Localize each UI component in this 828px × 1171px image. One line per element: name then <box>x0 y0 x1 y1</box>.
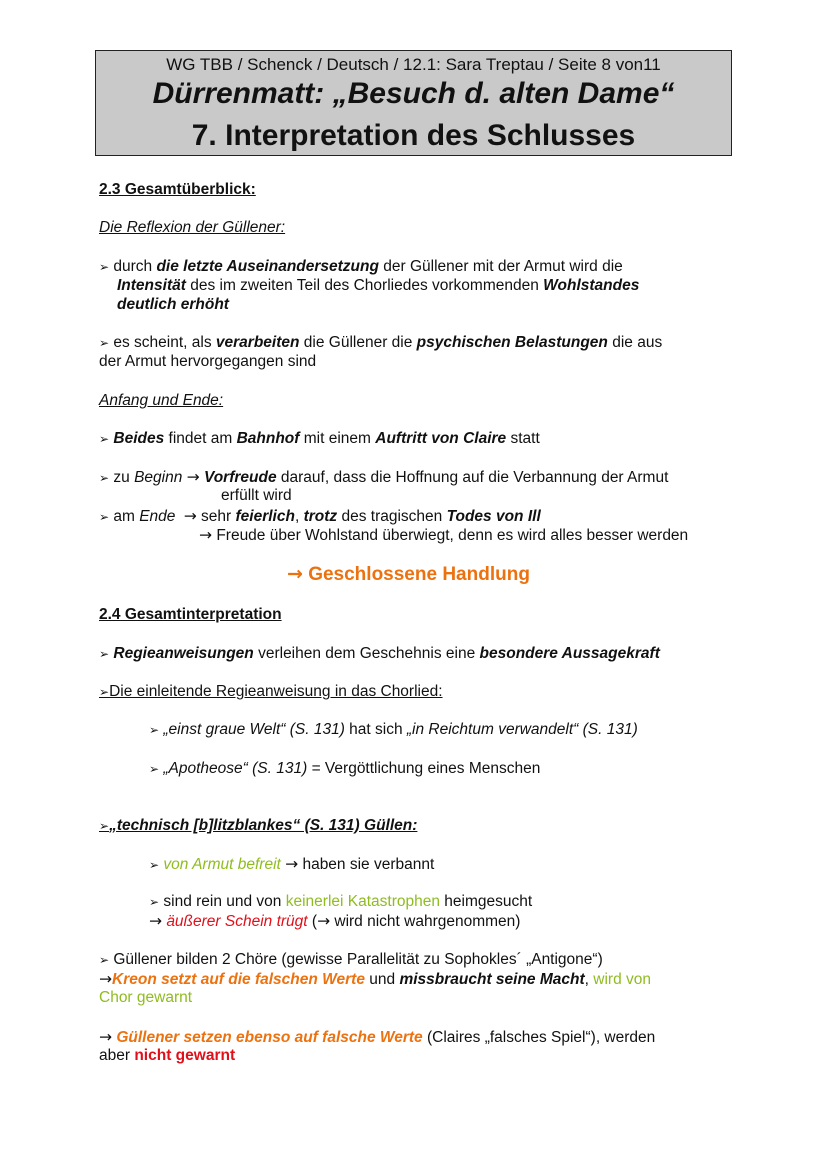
sub-bullet-graue-welt <box>149 721 638 739</box>
emphasis: Regieanweisungen <box>113 645 254 662</box>
bullet-anfang-1 <box>99 430 540 448</box>
text: wird nicht wahrgenommen) <box>330 913 521 930</box>
arrow-right-icon: → <box>317 912 331 930</box>
arrow-right-icon: → <box>186 468 200 486</box>
subheading-reflexion: Die Reflexion der Güllener: <box>99 219 286 236</box>
text: , <box>584 971 594 988</box>
emphasis: Todes von Ill <box>446 508 541 525</box>
emphasis: Beides <box>113 430 165 447</box>
header-box <box>95 50 732 156</box>
bullet-icon: ➢ <box>99 510 110 524</box>
sub-bullet-rein <box>149 893 532 911</box>
bullet-icon: ➢ <box>149 858 160 872</box>
arrow-right-icon: → <box>285 855 299 873</box>
section-heading-2-3: 2.3 Gesamtüberblick: <box>99 181 256 198</box>
orange-text: Güllener setzen ebenso auf falsche Werte <box>116 1029 423 1046</box>
subheading-anfang-ende: Anfang und Ende: <box>99 392 224 409</box>
bullet-icon: ➢ <box>99 260 110 274</box>
bullet-anfang-3 <box>99 507 541 526</box>
bullet-icon: ➢ <box>99 685 110 699</box>
document-subtitle: 7. Interpretation des Schlusses <box>191 119 636 152</box>
orange-text: Kreon setzt auf die falschen Werte <box>112 971 365 988</box>
text: heimgesucht <box>439 893 533 910</box>
bullet-icon: ➢ <box>149 895 160 909</box>
text: darauf, dass die Hoffnung auf die Verbannung der Armut <box>276 469 669 486</box>
text: = Vergöttlichung eines Menschen <box>307 760 541 777</box>
text: Güllener bilden 2 Chöre (gewisse Parallelität zu Sophokles´ „Antigone“) <box>113 951 603 968</box>
bullet-icon: ➢ <box>99 432 110 446</box>
arrow-right-icon: → <box>183 507 197 525</box>
text: am <box>113 508 140 525</box>
bullet-anfang-2-line2: erfüllt wird <box>221 487 292 504</box>
document-title: Dürrenmatt: „Besuch d. alten Dame“ <box>152 77 675 110</box>
arrow-right-icon: → <box>199 526 212 544</box>
conclusion-text: Geschlossene Handlung <box>308 564 530 585</box>
bullet-interpretation-4-line3: Chor gewarnt <box>99 989 193 1006</box>
text: es scheint, als <box>113 334 216 351</box>
text: ( <box>307 913 318 930</box>
bullet-anfang-2 <box>99 468 668 487</box>
bullet-icon: ➢ <box>149 762 160 776</box>
emphasis: verarbeiten <box>215 334 300 351</box>
emphasis: feierlich <box>235 508 295 525</box>
bullet-icon: ➢ <box>99 647 110 661</box>
text: haben sie verbannt <box>298 856 435 873</box>
bullet-interpretation-5 <box>99 1028 655 1047</box>
bullet-icon: ➢ <box>99 953 110 967</box>
emphasis: Intensität <box>117 277 186 294</box>
emphasis: Vorfreude <box>203 469 277 486</box>
bullet-reflexion-1 <box>99 258 623 276</box>
emphasis: trotz <box>303 508 338 525</box>
text: sind rein und von <box>163 893 286 910</box>
bullet-interpretation-2 <box>99 683 443 701</box>
emphasis: missbraucht seine Macht <box>399 971 585 988</box>
quote: „technisch [b]litzblankes“ (S. 131) Güllen: <box>109 817 418 834</box>
quote: „einst graue Welt“ (S. 131) <box>163 721 345 738</box>
text: verleihen dem Geschehnis eine <box>253 645 480 662</box>
emphasis: Wohlstandes <box>543 277 640 294</box>
emphasis: Auftritt von Claire <box>375 430 507 447</box>
sub-bullet-apotheose <box>149 760 540 778</box>
header-meta: WG TBB / Schenck / Deutsch / 12.1: Sara Treptau / Seite 8 von11 <box>166 55 661 74</box>
text: Die einleitende Regieanweisung in das Chorlied: <box>109 683 443 700</box>
arrow-right-icon: → <box>99 970 112 988</box>
bullet-interpretation-4-line2 <box>99 970 651 989</box>
arrow-right-icon: → <box>99 1028 112 1046</box>
text: zu <box>113 469 135 486</box>
bullet-reflexion-2-line2: der Armut hervorgegangen sind <box>99 353 317 370</box>
text: statt <box>506 430 540 447</box>
text: die Güllener die <box>299 334 417 351</box>
section-heading-2-4: 2.4 Gesamtinterpretation <box>99 606 282 623</box>
text: der Güllener mit der Armut wird die <box>378 258 623 275</box>
bullet-icon: ➢ <box>99 336 110 350</box>
emphasis: die letzte Auseinandersetzung <box>156 258 379 275</box>
sub-bullet-armut-befreit <box>149 855 434 874</box>
text: findet am <box>164 430 237 447</box>
bullet-icon: ➢ <box>99 819 110 833</box>
bullet-reflexion-2 <box>99 334 662 352</box>
sub-bullet-rein-line2 <box>149 912 520 931</box>
text: aber <box>99 1047 135 1064</box>
emphasis: Ende <box>139 508 176 525</box>
text: sehr <box>196 508 236 525</box>
bullet-interpretation-5-line2 <box>99 1047 235 1065</box>
bullet-icon: ➢ <box>99 471 110 485</box>
bullet-anfang-3-line2 <box>199 526 688 545</box>
bullet-interpretation-3 <box>99 817 417 835</box>
text: (Claires „falsches Spiel“), werden <box>422 1029 656 1046</box>
bullet-icon: ➢ <box>149 723 160 737</box>
green-text: wird von <box>593 971 651 988</box>
text: die aus <box>607 334 663 351</box>
quote: „Apotheose“ (S. 131) <box>163 760 308 777</box>
green-text: keinerlei Katastrophen <box>285 893 440 910</box>
text: , <box>294 508 304 525</box>
arrow-right-icon: → <box>149 912 162 930</box>
text: des im zweiten Teil des Chorliedes vorkommenden <box>185 277 544 294</box>
emphasis: Bahnhof <box>236 430 300 447</box>
emphasis: Beginn <box>134 469 183 486</box>
emphasis: besondere Aussagekraft <box>479 645 660 662</box>
bullet-reflexion-1-line2 <box>117 277 639 295</box>
text: hat sich <box>344 721 407 738</box>
text: durch <box>113 258 157 275</box>
text: mit einem <box>299 430 376 447</box>
conclusion-geschlossene-handlung <box>287 563 530 586</box>
emphasis: psychischen Belastungen <box>416 334 608 351</box>
text: Freude über Wohlstand überwiegt, denn es wird alles besser werden <box>216 527 689 544</box>
bullet-reflexion-1-line3: deutlich erhöht <box>117 296 229 313</box>
bullet-interpretation-1 <box>99 645 660 663</box>
quote: „in Reichtum verwandelt“ (S. 131) <box>406 721 638 738</box>
text: und <box>364 971 400 988</box>
red-text: nicht gewarnt <box>134 1047 236 1064</box>
red-text: äußerer Schein trügt <box>166 913 308 930</box>
green-text: von Armut befreit <box>163 856 281 873</box>
bullet-interpretation-4 <box>99 951 603 969</box>
text: des tragischen <box>337 508 447 525</box>
arrow-right-icon: → <box>287 563 303 585</box>
